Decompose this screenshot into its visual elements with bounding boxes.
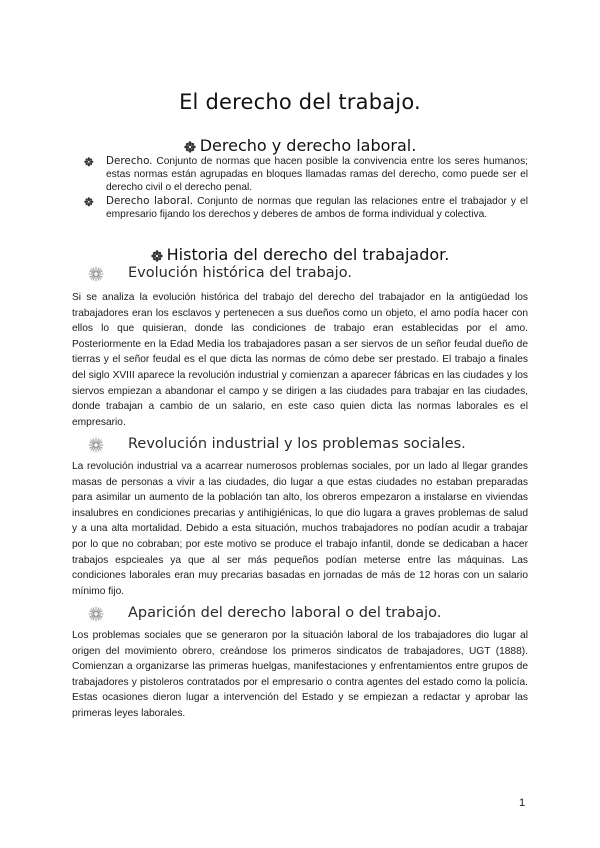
- definition-term: Derecho.: [106, 155, 153, 167]
- subsection-heading-text: Evolución histórica del trabajo.: [128, 265, 352, 281]
- definition-text: Conjunto de normas que regulan las relaciones entre el trabajador y el empresario fijando los derechos y deberes de ambos de forma individual y colectiva.: [106, 196, 528, 220]
- paragraph-aparicion: Los problemas sociales que se generaron por la situación laboral de los trabajadores dio lugar al origen del movimiento obrero, creándose los primeros sindicatos de trabajadores, UGT (1888). Comienzan a organizarse las primeras huelgas, manifestaciones y enfrentamientos entre grupos de trabajadores y pistoleros contratados por el empresario o contra agentes del estado como la policía. Estas ocasiones dieron lugar a intervención del Estado y se empiezan a redactar y aprobar las primeras leyes laborales.: [72, 630, 528, 719]
- decorative-flower-icon: [88, 266, 104, 282]
- document-title: El derecho del trabajo.: [179, 90, 421, 114]
- section-heading-text: Historia del derecho del trabajador.: [166, 245, 450, 264]
- flower-bullet-icon: [84, 157, 94, 167]
- paragraph-revolucion: La revolución industrial va a acarrear numerosos problemas sociales, por un lado al llegar grandes masas de personas a vivir a las ciudades, dio lugar a que estas ciudades no estaban preparadas para asimilar un aumento de la población tan alto, los obreros empezaron a instalarse en viviendas insalubres en condiciones precarias y antihigiénicas, lo que dio lugara a graves problemas de salud y a una alta mortalidad. Debido a esta situación, muchos trabajadores no podían acudir a trabajar por lo que no cobraban; por este motivo se produce el trabajo infantil, donde se dedicaban a hacer trabajos espcieales ya que al ser más pequeños podían meterse entre las máquinas. Las condiciones laborales eran muy precarias basadas en jornadas de más de 12 horas con un salario mínimo fijo.: [72, 461, 528, 597]
- paragraph-evolucion: Si se analiza la evolución histórica del trabajo del derecho del trabajador en la antigüedad los trabajadores eran los esclavos y pertenecen a sus dueños como un objeto, el amo podía hacer con ellos lo que quisieran, donde las condiciones de trabajo eran establecidas por el amo. Posteriormente en la Edad Media los trabajadores pasan a ser siervos de un señor feudal dueño de tierras y el señor feudal es el que dicta las normas de cómo debe ser prestado. El trabajo a finales del siglo XVIII aparece la revolución industrial y comienzan a aparecer fábricas en las ciudades y los siervos empiezan a abandonar el campo y se dirigen a las ciudades para trabajar en las ciudades, donde trabajan a cambio de un salario, en este caso quien dicta las normas laborales es el empresario.: [72, 292, 528, 428]
- subsection-heading-text: Aparición del derecho laboral o del trabajo.: [128, 605, 442, 621]
- decorative-flower-icon: [88, 437, 104, 453]
- flower-icon: [151, 250, 163, 262]
- definition-text: Conjunto de normas que hacen posible la convivencia entre los seres humanos; estas normas están agrupadas en bloques llamadas ramas del derecho, como puede ser el derecho civil o el derecho penal.: [106, 156, 528, 193]
- definition-list: [84, 155, 528, 222]
- page-number: 1: [519, 797, 526, 809]
- list-item: [84, 195, 528, 221]
- definition-term: Derecho laboral.: [106, 195, 194, 207]
- flower-bullet-icon: [84, 197, 94, 207]
- decorative-flower-icon: [88, 606, 104, 622]
- section-heading-historia: [0, 245, 600, 264]
- section-heading-text: Derecho y derecho laboral.: [199, 136, 417, 155]
- list-item: [84, 155, 528, 194]
- subsection-heading-text: Revolución industrial y los problemas sociales.: [128, 436, 466, 452]
- section-heading-derecho: [0, 136, 600, 155]
- flower-icon: [184, 141, 196, 153]
